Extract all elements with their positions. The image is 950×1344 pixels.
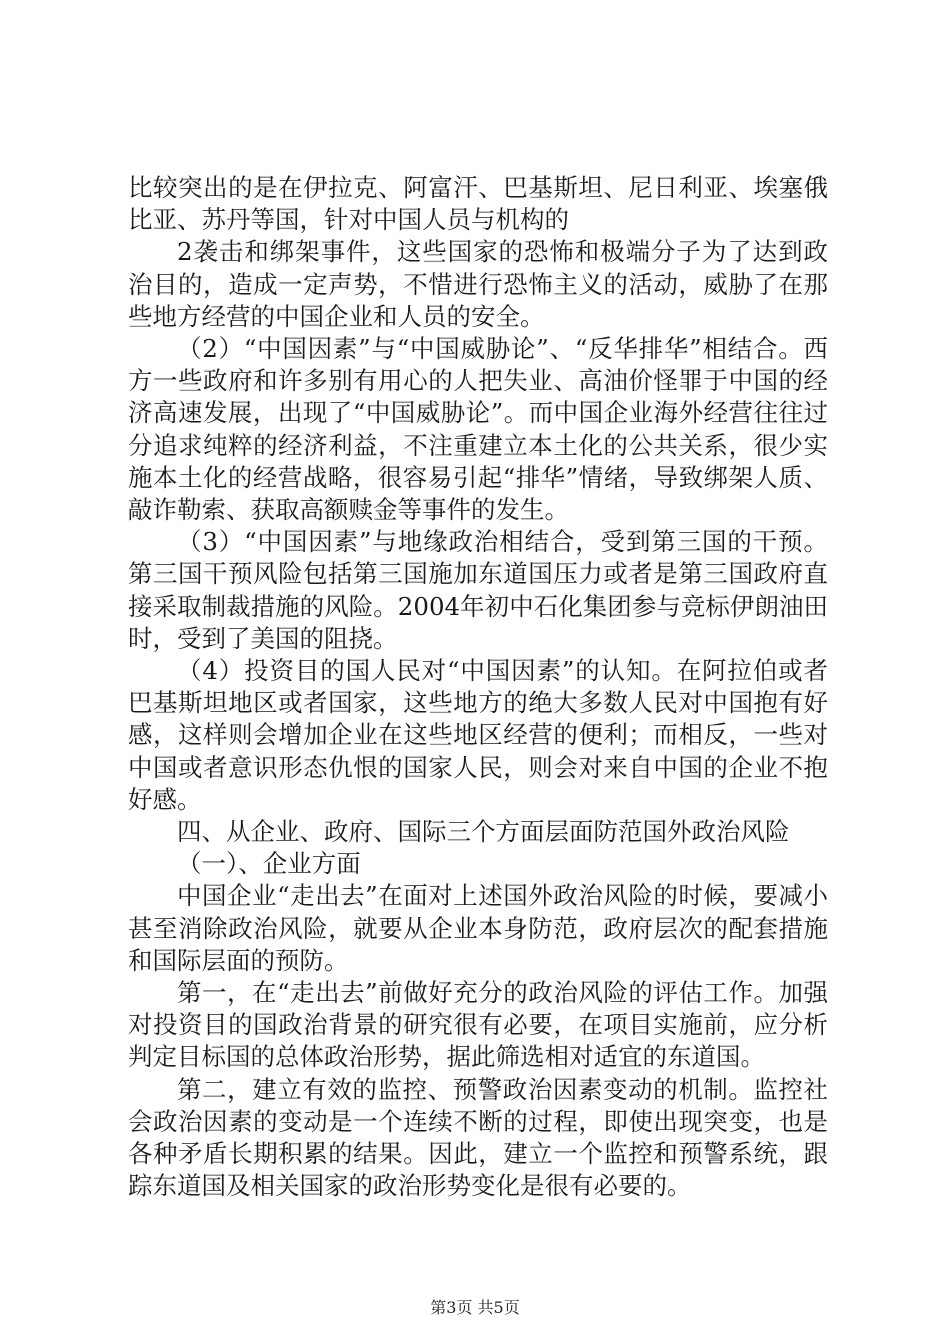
subsection-heading-enterprise: （一）、企业方面 <box>177 849 361 879</box>
paragraph-point-2: （2）“中国因素”与“中国威胁论”、“反华排华”相结合。西方一些政府和许多别有用心的人把失业、高油价怪罪于中国的经济高速发展，出现了“中国威胁论”。而中国企业海外经营往往过分追求纯粹的经济利益，不注重建立本土化的公共关系，很少实施本土化的经营战略，很容易引起“排华”情绪，导致绑架人质、敲诈勒索、获取高额赎金等事件的发生。 <box>128 334 828 525</box>
paragraph-point-3: （3）“中国因素”与地缘政治相结合，受到第三国的干预。第三国干预风险包括第三国施加东道国压力或者是第三国政府直接采取制裁措施的风险。2004年初中石化集团参与竞标伊朗油田时，受到了美国的阻挠。 <box>128 527 828 653</box>
paragraph-enterprise-intro: 中国企业“走出去”在面对上述国外政治风险的时候，要减小甚至消除政治风险，就要从企业本身防范，政府层次的配套措施和国际层面的预防。 <box>128 881 828 975</box>
section-heading-four: 四、从企业、政府、国际三个方面层面防范国外政治风险 <box>177 817 790 847</box>
paragraph-first-measure: 第一，在“走出去”前做好充分的政治风险的评估工作。加强对投资目的国政治背景的研究很有必要，在项目实施前，应分析判定目标国的总体政治形势，据此筛选相对适宜的东道国。 <box>128 978 828 1072</box>
page-number-footer: 第3页 共5页 <box>430 1298 520 1317</box>
paragraph-continuation: 比较突出的是在伊拉克、阿富汗、巴基斯坦、尼日利亚、埃塞俄比亚、苏丹等国，针对中国人员与机构的 <box>128 173 828 235</box>
paragraph-second-measure: 第二，建立有效的监控、预警政治因素变动的机制。监控社会政治因素的变动是一个连续不断的过程，即使出现突变，也是各种矛盾长期积累的结果。因此，建立一个监控和预警系统，跟踪东道国及相关国家的政治形势变化是很有必要的。 <box>128 1074 828 1201</box>
paragraph-point-4: （4）投资目的国人民对“中国因素”的认知。在阿拉伯或者巴基斯坦地区或者国家，这些地方的绝大多数人民对中国抱有好感，这样则会增加企业在这些地区经营的便利；而相反，一些对中国或者意识形态仇恨的国家人民，则会对来自中国的企业不抱好感。 <box>128 656 828 814</box>
document-body <box>128 172 828 1203</box>
paragraph-attacks: 2袭击和绑架事件，这些国家的恐怖和极端分子为了达到政治目的，造成一定声势，不惜进行恐怖主义的活动，威胁了在那些地方经营的中国企业和人员的安全。 <box>128 237 828 331</box>
